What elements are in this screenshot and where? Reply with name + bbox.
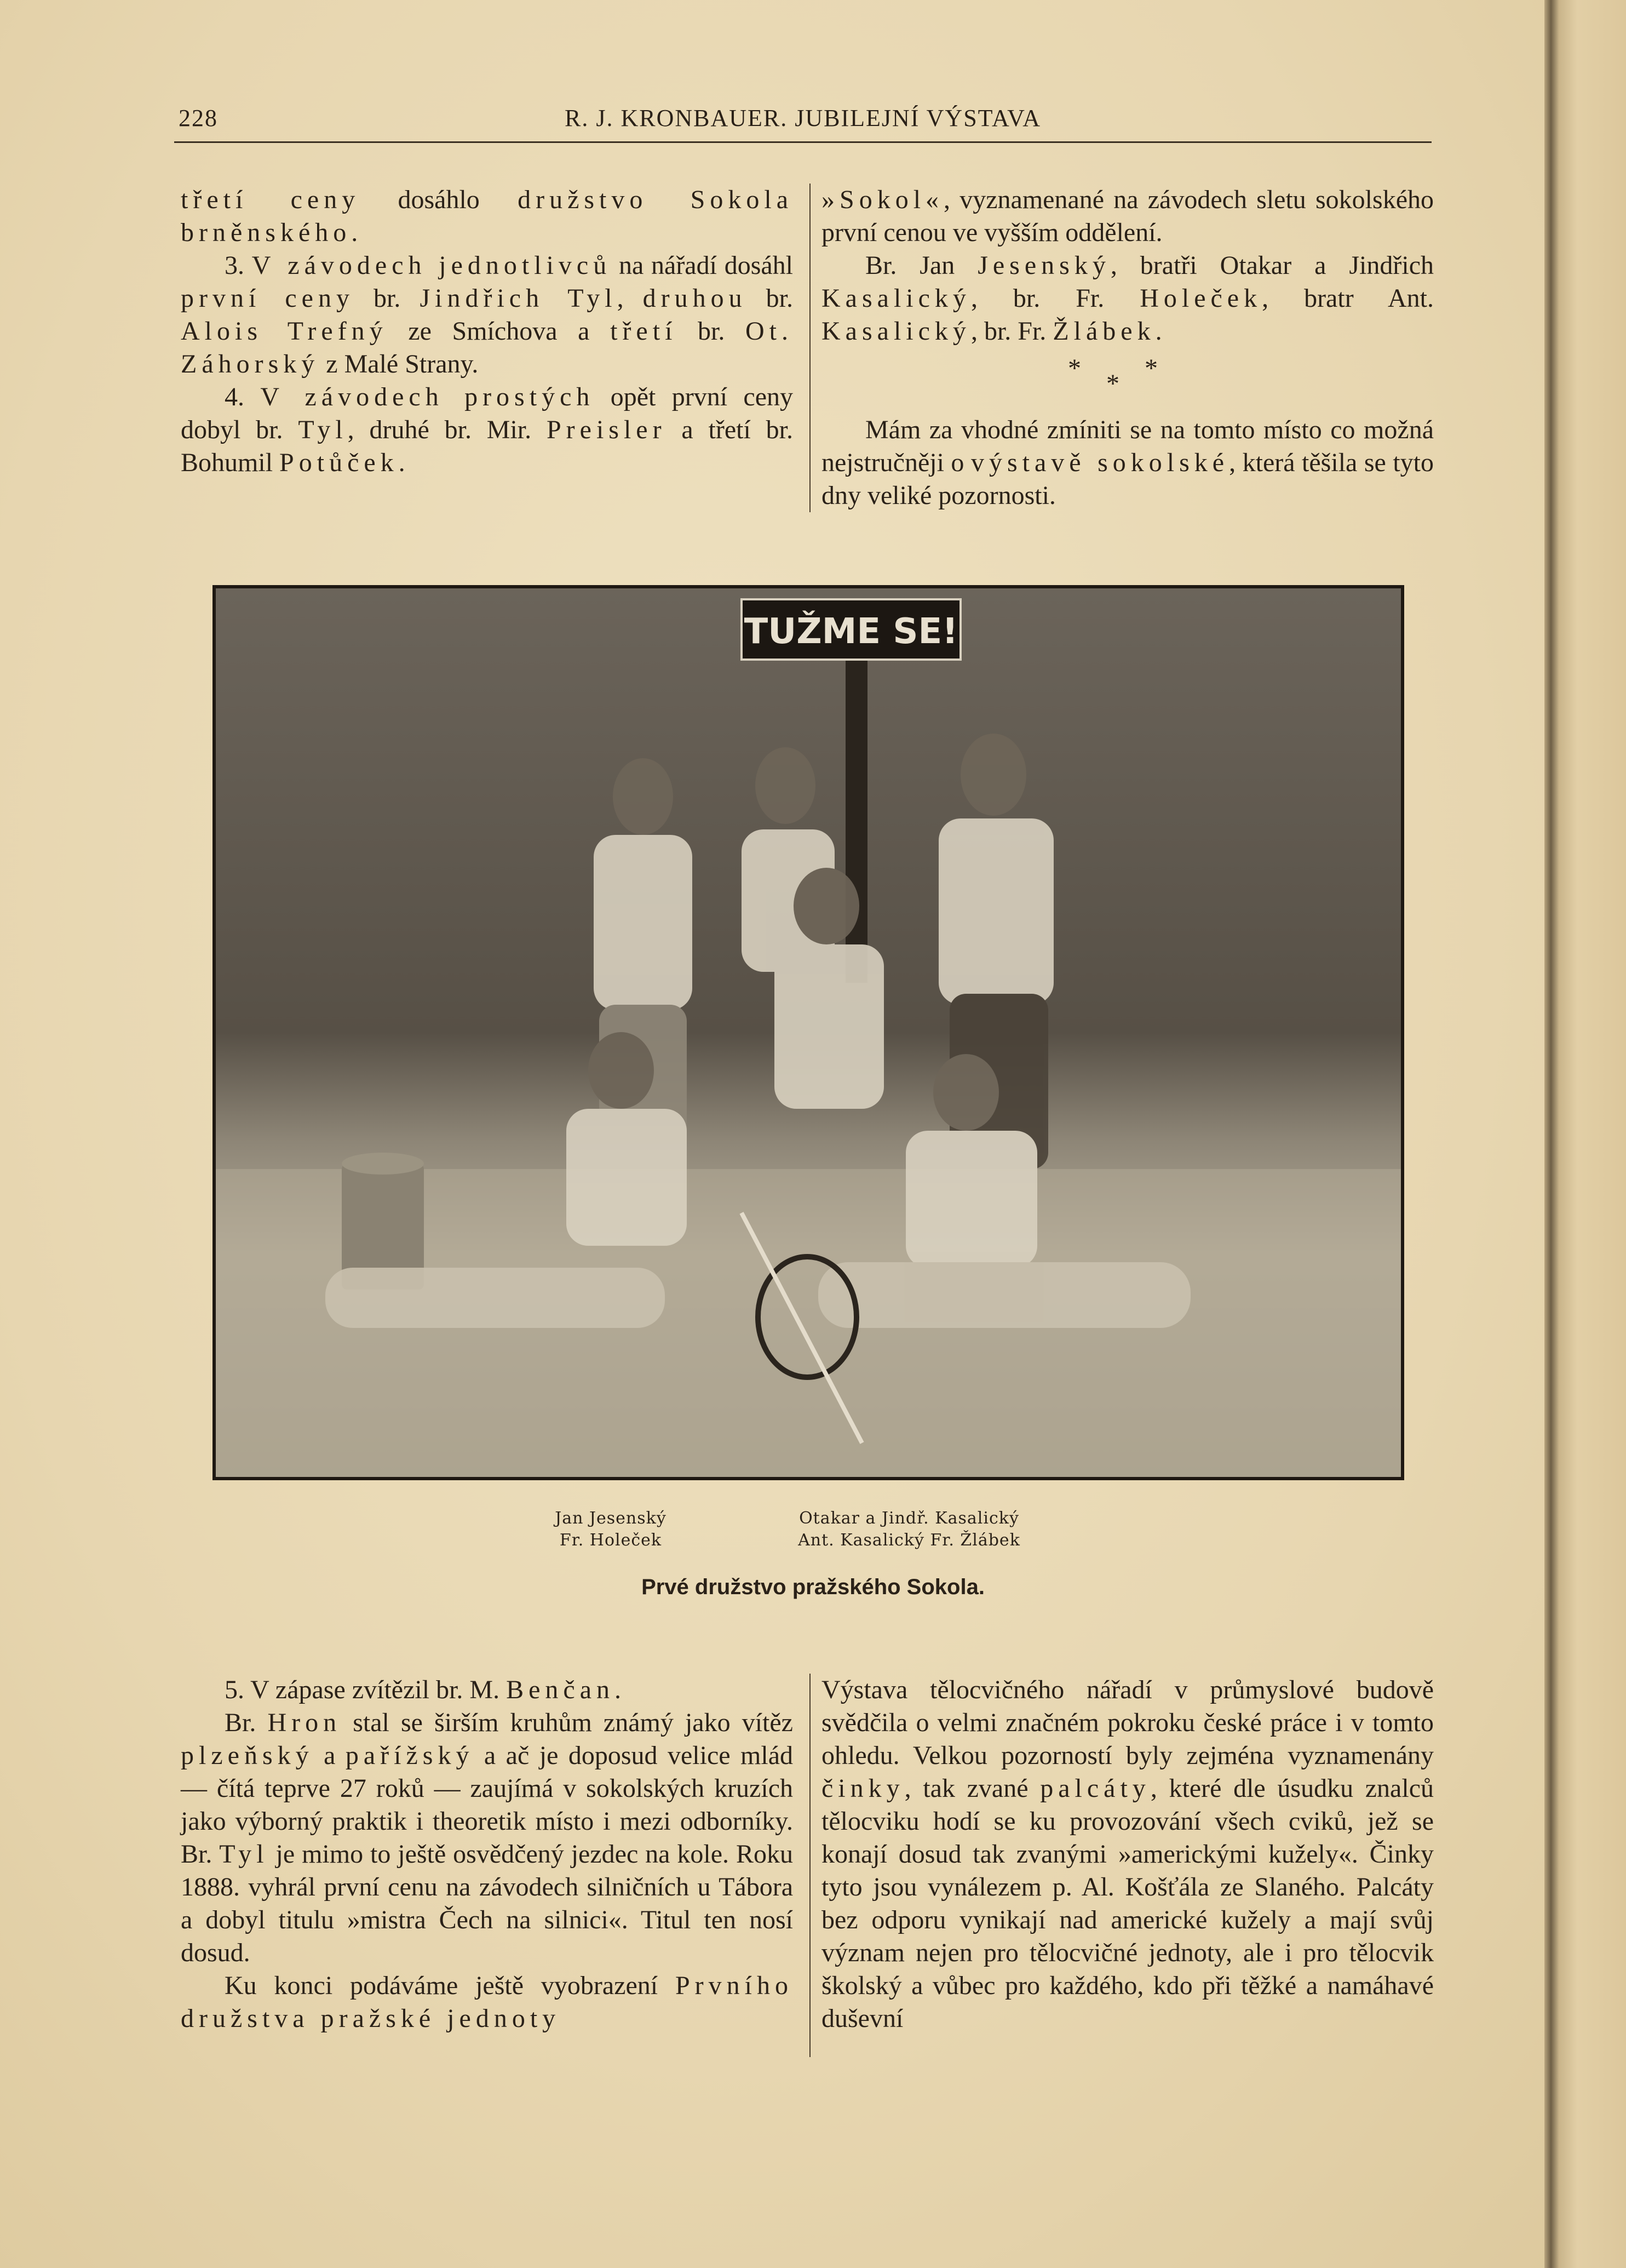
spaced-text: činky	[821, 1774, 905, 1803]
spaced-text: Potůček	[279, 448, 399, 477]
text-run: ,	[617, 284, 643, 313]
bottom-left-column	[181, 1674, 793, 2035]
spaced-text: třetí ceny	[181, 185, 360, 214]
group-photograph	[212, 585, 1404, 1480]
spaced-text: třetí	[610, 317, 677, 346]
text-run: , druhé br. Mir.	[347, 415, 547, 444]
spaced-text: Alois Trefný	[181, 317, 388, 346]
text-run: .	[1155, 317, 1162, 346]
text-run: 3.	[225, 251, 252, 280]
spaced-text: Prvního družstva pražské jednoty	[181, 1971, 793, 2033]
spaced-text: plzeňský	[181, 1741, 314, 1770]
text-run: , br. Fr.	[970, 284, 1140, 313]
text-run: , tak zvané	[904, 1774, 1041, 1803]
top-left-column	[181, 184, 793, 479]
spaced-text: Jindřich Tyl	[420, 284, 617, 313]
text-run: z Malé Strany.	[319, 350, 479, 379]
text-run: , bratři Otakar a Jindřich	[1110, 251, 1434, 280]
spaced-text: V závodech prostých	[260, 382, 595, 411]
spaced-text: V závodech jednotlivců	[251, 251, 612, 280]
text-run: , br. Fr.	[970, 317, 1053, 346]
top-right-column	[821, 184, 1434, 512]
text-run: 5. V zápase zvítězil br. M.	[225, 1675, 507, 1704]
spaced-text: Benčan	[506, 1675, 615, 1704]
text-run: a třetí br. Bohumil	[181, 415, 794, 477]
caption-name: Ant. Kasalický Fr. Žlábek	[798, 1531, 1020, 1550]
spaced-text: Tyl	[219, 1840, 269, 1869]
spaced-text: Kasalický	[821, 284, 971, 313]
text-run: br.	[746, 284, 794, 313]
text-run: , která těšila se tyto dny veliké pozornosti.	[821, 448, 1434, 510]
text-run: Br. Jan	[865, 251, 978, 280]
text-run: a ač je doposud velice mlád — čítá teprve 27 roků — zaujímá v sokolských kruzích jako výborný praktik i theoretik místo i mezi odborníky. Br.	[181, 1741, 793, 1869]
spaced-text: »Sokol«	[821, 185, 944, 214]
bottom-right-column	[821, 1674, 1434, 2035]
paragraph	[821, 414, 1434, 512]
spaced-text: výstavě sokolské	[970, 448, 1229, 477]
spaced-text: Ot. Záhorský	[181, 317, 794, 379]
spaced-text: pařížský	[345, 1741, 474, 1770]
text-run: 4.	[225, 382, 261, 411]
paragraph	[821, 249, 1434, 348]
spaced-text: Kasalický	[821, 317, 971, 346]
column-divider-top	[809, 184, 811, 512]
paragraph	[181, 1969, 793, 2035]
caption-names-left	[515, 1508, 706, 1551]
text-run: , které dle úsudku znalců tělocviku hodí se ku provozování všech cviků, jež se konají dosud tak zvanými »americkými kužely«. Činky tyto jsou vynálezem p. Al. Košťála ze Slaného. Palcáty bez odporu vynikají nad americké kužely a mají svůj význam nejen pro tělocvičné jednoty, ale i pro tělocvik školský a vůbec pro každého, kdo při těžké a namáhavé duševní	[821, 1774, 1434, 2033]
caption-name: Otakar a Jindř. Kasalický	[799, 1509, 1019, 1528]
text-run: br.	[354, 284, 420, 313]
spaced-text: Tyl	[298, 415, 348, 444]
paragraph	[181, 1706, 793, 1969]
asterisk: *	[1068, 354, 1081, 383]
spaced-text: Žlábek	[1053, 317, 1156, 346]
text-run: br.	[677, 317, 746, 346]
photo-caption-title: Prvé družstvo pražského Sokola.	[641, 1575, 985, 1599]
spaced-text: druhou	[642, 284, 747, 313]
caption-name: Jan Jesenský	[555, 1509, 667, 1528]
text-run: .	[614, 1675, 622, 1704]
paragraph	[821, 1674, 1434, 2035]
section-break-asterisks	[1019, 353, 1183, 397]
text-run: ze Smíchova a	[387, 317, 611, 346]
running-title: R. J. KRONBAUER. JUBILEJNÍ VÝSTAVA	[564, 105, 1042, 131]
text-run: , bratr Ant.	[1262, 284, 1434, 313]
spaced-text: první ceny	[181, 284, 354, 313]
text-run: .	[398, 448, 405, 477]
spaced-text: družstvo Sokola brněnského	[181, 185, 793, 247]
paragraph	[181, 184, 793, 249]
spaced-text: Preisler	[546, 415, 667, 444]
header-rule	[174, 141, 1432, 143]
paragraph	[181, 1674, 793, 1706]
text-run: stal se širším kruhům známý jako vítěz	[341, 1708, 793, 1737]
book-gutter	[1544, 0, 1626, 2268]
caption-names-right	[756, 1508, 1062, 1551]
text-run: na nářadí dosáhl	[611, 251, 794, 280]
asterisk: *	[1145, 354, 1158, 383]
spaced-text: Hron	[267, 1708, 342, 1737]
caption-name: Fr. Holeček	[559, 1531, 662, 1550]
text-run: je mimo to ještě osvědčený jezdec na kole. Roku 1888. vyhrál první cenu na závodech silničních u Tábora a dobyl titulu »mistra Čech na silnici«. Titul ten nosí dosud.	[181, 1840, 793, 1967]
photo-illustration	[216, 588, 1401, 1477]
spaced-text: palcáty	[1040, 1774, 1151, 1803]
text-run: , vyznamenané na závodech sletu sokolského první cenou ve vyšším oddělení.	[821, 185, 1434, 247]
spaced-text: Holeček	[1140, 284, 1262, 313]
paragraph	[181, 381, 793, 479]
text-run: opět první ceny dobyl br.	[181, 382, 794, 444]
sign-text: TUŽME SE!	[744, 611, 958, 652]
text-run: Br.	[225, 1708, 268, 1737]
page-header	[174, 99, 1432, 137]
column-divider-bottom	[809, 1674, 811, 2057]
text-run: dosáhlo	[360, 185, 518, 214]
paragraph	[821, 184, 1434, 249]
text-run: Mám za vhodné zmíniti se na tomto místo co možná nejstručněji o	[821, 415, 1434, 477]
text-run: Výstava tělocvičného nářadí v průmyslové budově svědčila o velmi značném pokroku české práce i v tomto ohledu. Velkou pozorností byly zejména vyznamenány	[821, 1675, 1434, 1770]
spaced-text: Jesenský	[978, 251, 1111, 280]
text-run: Ku konci podáváme ještě vyobrazení	[225, 1971, 675, 2000]
page-number: 228	[179, 105, 218, 131]
text-run: .	[351, 218, 358, 247]
paragraph	[181, 249, 793, 381]
asterisk: *	[1106, 369, 1119, 398]
text-run: a	[313, 1741, 346, 1770]
